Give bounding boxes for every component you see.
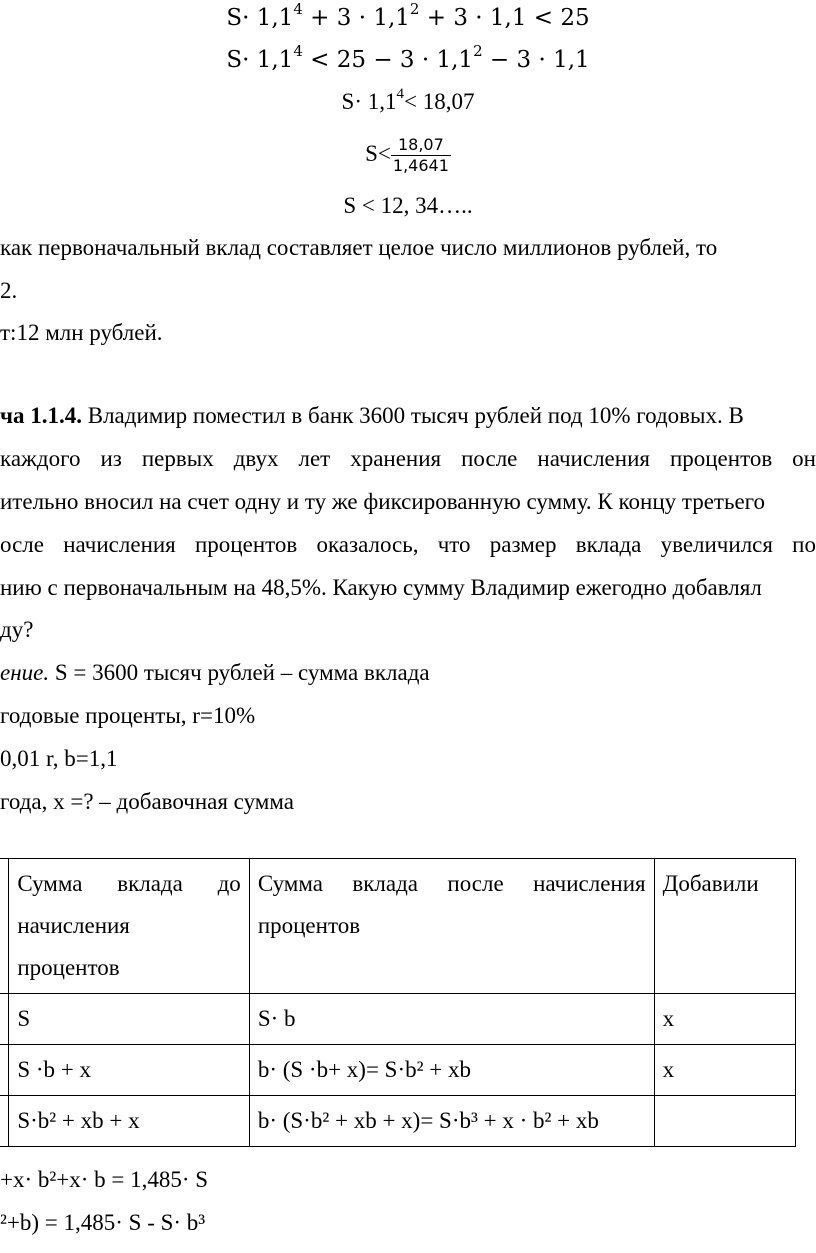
- task-title: ча 1.1.4.: [0, 403, 82, 428]
- table-cell-after: S· b: [249, 994, 654, 1045]
- task-line-6: ду?: [0, 617, 34, 642]
- equation-line-1: $S\cdot 1,1^4 + 3 \cdot 1,1^2 + 3 \cdot 1,1 < 25$: [226, 0, 590, 31]
- task-line-4: осле начисления процентов оказалось, что размер вклада увеличился по: [0, 532, 816, 557]
- solution-line-2: годовые проценты, r=10%: [0, 703, 256, 728]
- table-cell-before: S ·b + x: [9, 1045, 249, 1096]
- task-line-1: ча 1.1.4. Владимир поместил в банк 3600 тысяч рублей под 10% годовых. В: [0, 403, 744, 428]
- table-cell-added: x: [654, 994, 795, 1045]
- task-line-2: каждого из первых двух лет хранения после начисления процентов он: [0, 446, 816, 471]
- table-header-after: Сумма вклада после начисления процентов: [249, 859, 654, 994]
- task-line-5: нию с первоначальным на 48,5%. Какую сумму Владимир ежегодно добавлял: [0, 575, 762, 600]
- table-header-added: Добавили: [654, 859, 795, 994]
- equation-line-2: $S\cdot 1,1^4 < 25 - 3 \cdot 1,1^2 - 3 \cdot 1,1$: [226, 42, 590, 73]
- equation-line-5: S < 12, 34…..: [343, 193, 473, 218]
- table-cell-year: [0, 859, 9, 994]
- table-cell-added: x: [654, 1045, 795, 1096]
- solution-label: ение.: [0, 660, 50, 685]
- conclusion-line-1: как первоначальный вклад составляет целое число миллионов рублей, то: [0, 235, 718, 260]
- solution-line-1: ение. S = 3600 тысяч рублей – сумма вклада: [0, 660, 430, 685]
- table-cell-after: b· (S·b² + xb + x)= S·b³ + x · b² + xb: [249, 1096, 654, 1147]
- table-row: [0, 1096, 796, 1147]
- solution-line-4: года, x =? – добавочная сумма: [0, 789, 294, 814]
- bottom-equation-2: ²+b) = 1,485· S - S· b³: [0, 1210, 206, 1235]
- table-cell-added: [654, 1096, 795, 1147]
- table-row: [0, 994, 796, 1045]
- equation-line-3: $S\cdot 1,1^4< 18,07$: [341, 86, 475, 114]
- table-header-before: Сумма вклада до начисления процентов: [9, 859, 249, 994]
- table-cell-before: S: [9, 994, 249, 1045]
- equation-line-4: S< $\frac{18,07}{1,4641}$: [365, 135, 449, 176]
- deposit-table: [0, 858, 796, 1147]
- solution-line-3: 0,01 r, b=1,1: [0, 746, 118, 771]
- answer-line: т:12 млн рублей.: [0, 320, 163, 345]
- fraction: $\frac{18,07}{1,4641}$: [392, 135, 449, 176]
- task-line-3: ительно вносил на счет одну и ту же фиксированную сумму. К концу третьего: [0, 489, 766, 514]
- conclusion-line-2: 2.: [0, 278, 18, 303]
- bottom-equation-1: +x· b²+x· b = 1,485· S: [0, 1167, 209, 1192]
- table-row: [0, 1045, 796, 1096]
- table-cell-after: b· (S ·b+ x)= S·b² + xb: [249, 1045, 654, 1096]
- table-header-row: [0, 859, 796, 994]
- table-cell-before: S·b² + xb + x: [9, 1096, 249, 1147]
